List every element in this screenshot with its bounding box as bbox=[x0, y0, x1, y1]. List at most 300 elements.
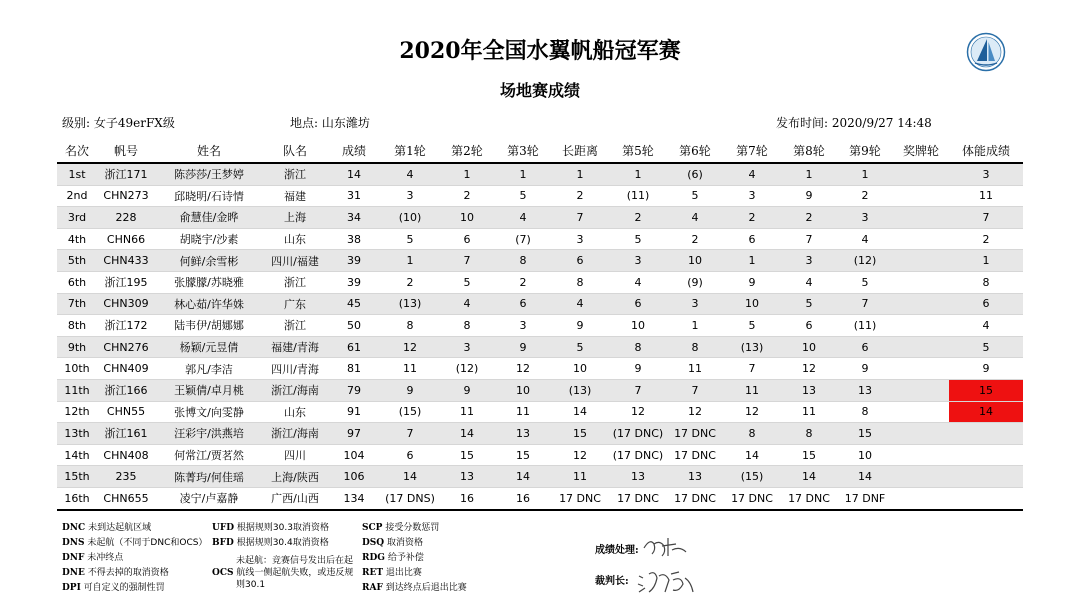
table-cell: 10 bbox=[551, 358, 609, 380]
table-cell: 79 bbox=[327, 379, 381, 401]
table-cell: 8 bbox=[609, 336, 667, 358]
location-label: 地点: bbox=[290, 116, 319, 130]
table-cell: 6 bbox=[381, 444, 439, 466]
legend-ufd: UFD 根据规则30.3取消资格 bbox=[212, 523, 329, 533]
table-cell bbox=[893, 401, 949, 423]
table-cell: 浙江 bbox=[263, 315, 327, 337]
table-cell: (17 DNC) bbox=[609, 444, 667, 466]
table-cell: 11th bbox=[57, 379, 97, 401]
table-cell: 10 bbox=[667, 250, 723, 272]
table-cell: 97 bbox=[327, 423, 381, 445]
table-cell: (13) bbox=[723, 336, 781, 358]
table-cell: 6 bbox=[551, 250, 609, 272]
table-cell: 四川 bbox=[263, 444, 327, 466]
table-cell: 何鲜/余雪彬 bbox=[155, 250, 263, 272]
column-header: 成绩 bbox=[327, 138, 381, 163]
table-cell: 15 bbox=[837, 423, 893, 445]
table-cell: 9 bbox=[439, 379, 495, 401]
legend-bfd: BFD 根据规则30.4取消资格 bbox=[212, 538, 329, 548]
abbreviation-legend bbox=[62, 522, 562, 612]
table-cell: 5 bbox=[781, 293, 837, 315]
table-cell: 2 bbox=[495, 271, 551, 293]
table-cell: 林心茹/许华姝 bbox=[155, 293, 263, 315]
table-cell: 16 bbox=[439, 487, 495, 509]
table-cell: 9 bbox=[551, 315, 609, 337]
table-cell: 8 bbox=[667, 336, 723, 358]
table-cell: 104 bbox=[327, 444, 381, 466]
table-cell: 陈菁玙/何佳瑶 bbox=[155, 466, 263, 488]
table-cell: 11 bbox=[949, 185, 1023, 207]
table-cell: 2 bbox=[837, 185, 893, 207]
table-cell: 13 bbox=[439, 466, 495, 488]
table-cell: 2 bbox=[609, 207, 667, 229]
table-cell: 39 bbox=[327, 250, 381, 272]
column-header: 名次 bbox=[57, 138, 97, 163]
table-cell: 39 bbox=[327, 271, 381, 293]
table-cell: 5 bbox=[609, 228, 667, 250]
table-row bbox=[57, 379, 1023, 401]
table-cell: (17 DNS) bbox=[381, 487, 439, 509]
table-cell bbox=[949, 487, 1023, 509]
table-cell: 7 bbox=[439, 250, 495, 272]
table-cell: 14 bbox=[949, 401, 1023, 423]
table-cell: 8 bbox=[551, 271, 609, 293]
table-cell: 7 bbox=[949, 207, 1023, 229]
table-cell bbox=[893, 379, 949, 401]
table-cell: 8 bbox=[723, 423, 781, 445]
table-cell: 5 bbox=[551, 336, 609, 358]
legend-dne: DNE 不得去掉的取消资格 bbox=[62, 568, 169, 578]
table-cell: 9 bbox=[495, 336, 551, 358]
legend-dsq: DSQ 取消资格 bbox=[362, 538, 424, 548]
table-cell: 6 bbox=[781, 315, 837, 337]
table-cell: 12 bbox=[723, 401, 781, 423]
table-cell: 2 bbox=[949, 228, 1023, 250]
table-cell: 9 bbox=[381, 379, 439, 401]
table-cell: 福建/青海 bbox=[263, 336, 327, 358]
table-cell: (15) bbox=[723, 466, 781, 488]
table-cell: 3 bbox=[781, 250, 837, 272]
class-label: 级别: bbox=[62, 116, 91, 130]
table-cell: 王颖倩/卓月桃 bbox=[155, 379, 263, 401]
table-cell: 17 DNC bbox=[781, 487, 837, 509]
table-row bbox=[57, 336, 1023, 358]
table-cell: 34 bbox=[327, 207, 381, 229]
table-cell: 11 bbox=[667, 358, 723, 380]
table-cell bbox=[893, 163, 949, 185]
publish-time-label: 发布时间: bbox=[776, 116, 829, 130]
column-header: 第2轮 bbox=[439, 138, 495, 163]
table-cell: 8 bbox=[781, 423, 837, 445]
table-cell: 8 bbox=[837, 401, 893, 423]
table-cell: (11) bbox=[837, 315, 893, 337]
table-cell: 10 bbox=[837, 444, 893, 466]
table-cell: 13th bbox=[57, 423, 97, 445]
table-cell: 张朦朦/苏晓雅 bbox=[155, 271, 263, 293]
table-cell: 15th bbox=[57, 466, 97, 488]
table-row bbox=[57, 250, 1023, 272]
results-table-container bbox=[57, 138, 1023, 511]
table-cell bbox=[893, 271, 949, 293]
table-cell: 浙江161 bbox=[97, 423, 155, 445]
column-header: 奖牌轮 bbox=[893, 138, 949, 163]
table-cell: 5 bbox=[495, 185, 551, 207]
table-cell: CHN276 bbox=[97, 336, 155, 358]
table-cell: 9 bbox=[723, 271, 781, 293]
table-cell: (12) bbox=[837, 250, 893, 272]
table-cell: 8 bbox=[381, 315, 439, 337]
column-header: 队名 bbox=[263, 138, 327, 163]
table-cell: 7 bbox=[781, 228, 837, 250]
legend-rdg: RDG 给予补偿 bbox=[362, 553, 424, 563]
table-cell: 14th bbox=[57, 444, 97, 466]
table-cell: CHN655 bbox=[97, 487, 155, 509]
table-cell: 16th bbox=[57, 487, 97, 509]
table-cell: 1 bbox=[723, 250, 781, 272]
table-cell bbox=[893, 423, 949, 445]
table-cell: 15 bbox=[439, 444, 495, 466]
table-cell: 38 bbox=[327, 228, 381, 250]
table-cell: CHN66 bbox=[97, 228, 155, 250]
table-cell: 6 bbox=[609, 293, 667, 315]
table-cell: (10) bbox=[381, 207, 439, 229]
page-title: 2020年全国水翼帆船冠军赛 bbox=[399, 38, 681, 64]
table-cell bbox=[893, 444, 949, 466]
table-cell: 杨颖/元昱倩 bbox=[155, 336, 263, 358]
table-cell: 7 bbox=[837, 293, 893, 315]
class-info bbox=[62, 114, 175, 131]
table-cell: 广西/山西 bbox=[263, 487, 327, 509]
table-cell: 何常江/贾茗然 bbox=[155, 444, 263, 466]
table-cell: 14 bbox=[781, 466, 837, 488]
table-cell: 6 bbox=[439, 228, 495, 250]
column-header: 姓名 bbox=[155, 138, 263, 163]
table-cell: 上海 bbox=[263, 207, 327, 229]
table-cell: 凌宁/卢嘉静 bbox=[155, 487, 263, 509]
table-cell: 3 bbox=[837, 207, 893, 229]
table-cell: 1 bbox=[949, 250, 1023, 272]
table-cell: 4 bbox=[551, 293, 609, 315]
table-cell: (9) bbox=[667, 271, 723, 293]
table-row bbox=[57, 228, 1023, 250]
table-cell: 7 bbox=[667, 379, 723, 401]
table-cell: 4 bbox=[837, 228, 893, 250]
table-cell: CHN409 bbox=[97, 358, 155, 380]
table-cell: 6 bbox=[837, 336, 893, 358]
table-cell: 8 bbox=[495, 250, 551, 272]
table-cell: (7) bbox=[495, 228, 551, 250]
table-cell: CHN55 bbox=[97, 401, 155, 423]
table-cell: 11 bbox=[781, 401, 837, 423]
table-cell: 6 bbox=[723, 228, 781, 250]
table-cell: 11 bbox=[439, 401, 495, 423]
table-cell: 7 bbox=[723, 358, 781, 380]
table-cell: 广东 bbox=[263, 293, 327, 315]
table-cell: 5th bbox=[57, 250, 97, 272]
table-cell: 4 bbox=[495, 207, 551, 229]
table-cell: 浙江166 bbox=[97, 379, 155, 401]
table-cell: (15) bbox=[381, 401, 439, 423]
results-table bbox=[57, 138, 1023, 511]
table-row bbox=[57, 293, 1023, 315]
table-cell: 3 bbox=[495, 315, 551, 337]
column-header: 帆号 bbox=[97, 138, 155, 163]
table-row bbox=[57, 358, 1023, 380]
table-cell: 14 bbox=[495, 466, 551, 488]
table-cell: 3 bbox=[439, 336, 495, 358]
table-cell: 14 bbox=[381, 466, 439, 488]
table-cell bbox=[949, 444, 1023, 466]
column-header: 第1轮 bbox=[381, 138, 439, 163]
table-cell: 上海/陕西 bbox=[263, 466, 327, 488]
table-cell: 5 bbox=[439, 271, 495, 293]
legend-ret: RET 退出比赛 bbox=[362, 568, 422, 578]
table-cell: (17 DNC) bbox=[609, 423, 667, 445]
table-cell: 134 bbox=[327, 487, 381, 509]
table-cell bbox=[893, 185, 949, 207]
table-cell: 浙江/海南 bbox=[263, 379, 327, 401]
table-cell: 14 bbox=[439, 423, 495, 445]
table-cell: 17 DNC bbox=[667, 487, 723, 509]
table-cell: 10th bbox=[57, 358, 97, 380]
table-cell: 17 DNC bbox=[723, 487, 781, 509]
table-cell: 14 bbox=[327, 163, 381, 185]
legend-dnf: DNF 未冲终点 bbox=[62, 553, 124, 563]
legend-ocs-line1: 未起航：竞赛信号发出后在起 bbox=[236, 556, 354, 566]
table-cell: 3 bbox=[667, 293, 723, 315]
table-cell: 8th bbox=[57, 315, 97, 337]
table-cell: 10 bbox=[439, 207, 495, 229]
table-cell: 10 bbox=[723, 293, 781, 315]
table-cell: 2 bbox=[723, 207, 781, 229]
table-cell bbox=[949, 466, 1023, 488]
table-cell: 5 bbox=[837, 271, 893, 293]
table-cell: 6 bbox=[495, 293, 551, 315]
column-header: 第6轮 bbox=[667, 138, 723, 163]
table-cell: 10 bbox=[781, 336, 837, 358]
table-cell: 1 bbox=[667, 315, 723, 337]
chief-judge-label: 裁判长: bbox=[595, 576, 629, 587]
table-cell: 106 bbox=[327, 466, 381, 488]
legend-scp: SCP 接受分数惩罚 bbox=[362, 523, 440, 533]
table-cell: 四川/福建 bbox=[263, 250, 327, 272]
table-cell: 13 bbox=[667, 466, 723, 488]
table-cell: CHN309 bbox=[97, 293, 155, 315]
table-cell: 13 bbox=[781, 379, 837, 401]
table-cell: 5 bbox=[723, 315, 781, 337]
table-cell: CHN408 bbox=[97, 444, 155, 466]
table-cell: 45 bbox=[327, 293, 381, 315]
table-cell: 4 bbox=[949, 315, 1023, 337]
table-cell: (13) bbox=[381, 293, 439, 315]
table-cell: 15 bbox=[495, 444, 551, 466]
table-cell: 张博文/向雯静 bbox=[155, 401, 263, 423]
table-cell: 12 bbox=[495, 358, 551, 380]
table-cell: 9th bbox=[57, 336, 97, 358]
column-header: 第9轮 bbox=[837, 138, 893, 163]
chief-judge-signature-icon bbox=[635, 566, 697, 596]
table-cell: 四川/青海 bbox=[263, 358, 327, 380]
column-header: 第7轮 bbox=[723, 138, 781, 163]
table-cell: 12 bbox=[551, 444, 609, 466]
table-cell: CHN273 bbox=[97, 185, 155, 207]
table-cell: 14 bbox=[551, 401, 609, 423]
table-cell: 7 bbox=[609, 379, 667, 401]
legend-dpi: DPI 可自定义的强制性罚 bbox=[62, 583, 165, 593]
table-cell: 1 bbox=[495, 163, 551, 185]
table-cell: 9 bbox=[949, 358, 1023, 380]
table-cell: 11 bbox=[551, 466, 609, 488]
table-cell: 汪彩宇/洪燕培 bbox=[155, 423, 263, 445]
table-cell: 5 bbox=[667, 185, 723, 207]
table-row bbox=[57, 423, 1023, 445]
table-cell: 8 bbox=[439, 315, 495, 337]
table-cell: 5 bbox=[949, 336, 1023, 358]
table-body bbox=[57, 163, 1023, 510]
table-cell: 1 bbox=[381, 250, 439, 272]
association-logo-icon bbox=[966, 32, 1006, 72]
table-row bbox=[57, 163, 1023, 185]
location-value: 山东潍坊 bbox=[321, 116, 370, 130]
table-cell: 7 bbox=[381, 423, 439, 445]
table-cell: 2nd bbox=[57, 185, 97, 207]
table-cell: 7th bbox=[57, 293, 97, 315]
table-cell: 山东 bbox=[263, 228, 327, 250]
table-cell: 4 bbox=[667, 207, 723, 229]
table-cell: 陆韦伊/胡娜娜 bbox=[155, 315, 263, 337]
table-cell: 228 bbox=[97, 207, 155, 229]
table-cell: 12 bbox=[381, 336, 439, 358]
table-cell: (6) bbox=[667, 163, 723, 185]
table-cell: 3 bbox=[609, 250, 667, 272]
table-cell: 2 bbox=[551, 185, 609, 207]
legend-dns: DNS 未起航（不同于DNC和OCS） bbox=[62, 538, 208, 548]
legend-dnc: DNC 未到达起航区域 bbox=[62, 523, 152, 533]
table-cell: 邱晓明/石诗情 bbox=[155, 185, 263, 207]
legend-raf: RAF 到达终点后退出比赛 bbox=[362, 583, 467, 593]
table-cell: 15 bbox=[781, 444, 837, 466]
table-cell: 11 bbox=[723, 379, 781, 401]
table-cell: 1st bbox=[57, 163, 97, 185]
table-cell: 81 bbox=[327, 358, 381, 380]
table-cell: 6th bbox=[57, 271, 97, 293]
table-cell: 2 bbox=[381, 271, 439, 293]
table-cell: 4th bbox=[57, 228, 97, 250]
column-header: 长距离 bbox=[551, 138, 609, 163]
table-cell: 4 bbox=[381, 163, 439, 185]
table-cell: 15 bbox=[551, 423, 609, 445]
table-cell: 陈莎莎/王梦婷 bbox=[155, 163, 263, 185]
table-cell: (12) bbox=[439, 358, 495, 380]
table-cell: 16 bbox=[495, 487, 551, 509]
table-cell: CHN433 bbox=[97, 250, 155, 272]
table-cell: 浙江/海南 bbox=[263, 423, 327, 445]
results-processing-label: 成绩处理: bbox=[595, 545, 639, 556]
table-header-row bbox=[57, 138, 1023, 163]
table-cell: 17 DNF bbox=[837, 487, 893, 509]
legend-ocs: OCS 航线一侧起航失败，或违反规 bbox=[212, 568, 354, 578]
table-cell bbox=[949, 423, 1023, 445]
table-cell: 3 bbox=[381, 185, 439, 207]
column-header: 第5轮 bbox=[609, 138, 667, 163]
table-cell: 13 bbox=[495, 423, 551, 445]
table-cell: 13 bbox=[609, 466, 667, 488]
table-cell: 91 bbox=[327, 401, 381, 423]
table-row bbox=[57, 315, 1023, 337]
table-cell: 14 bbox=[837, 466, 893, 488]
table-cell: 1 bbox=[609, 163, 667, 185]
table-cell: 3 bbox=[949, 163, 1023, 185]
table-row bbox=[57, 487, 1023, 509]
table-row bbox=[57, 185, 1023, 207]
table-cell: 俞慧佳/金晔 bbox=[155, 207, 263, 229]
column-header: 体能成绩 bbox=[949, 138, 1023, 163]
table-cell: 13 bbox=[837, 379, 893, 401]
table-cell: 4 bbox=[609, 271, 667, 293]
table-cell: 浙江 bbox=[263, 271, 327, 293]
table-cell: 9 bbox=[837, 358, 893, 380]
table-cell: 17 DNC bbox=[551, 487, 609, 509]
table-row bbox=[57, 207, 1023, 229]
table-cell: 12 bbox=[609, 401, 667, 423]
table-cell: 61 bbox=[327, 336, 381, 358]
table-cell: 5 bbox=[381, 228, 439, 250]
table-cell: 11 bbox=[381, 358, 439, 380]
table-cell: 浙江 bbox=[263, 163, 327, 185]
table-cell: 1 bbox=[781, 163, 837, 185]
table-cell bbox=[893, 466, 949, 488]
table-cell bbox=[893, 293, 949, 315]
table-cell: 山东 bbox=[263, 401, 327, 423]
table-cell: 3rd bbox=[57, 207, 97, 229]
table-cell: 浙江172 bbox=[97, 315, 155, 337]
table-cell: 1 bbox=[837, 163, 893, 185]
results-signature-icon bbox=[640, 532, 690, 560]
table-cell: 3 bbox=[723, 185, 781, 207]
table-row bbox=[57, 444, 1023, 466]
table-cell: 12 bbox=[781, 358, 837, 380]
table-cell: 15 bbox=[949, 379, 1023, 401]
table-cell: 235 bbox=[97, 466, 155, 488]
column-header: 第3轮 bbox=[495, 138, 551, 163]
table-row bbox=[57, 466, 1023, 488]
table-cell: 1 bbox=[439, 163, 495, 185]
legend-ocs-line3: 则30.1 bbox=[236, 580, 266, 590]
table-cell bbox=[893, 358, 949, 380]
table-cell: 12th bbox=[57, 401, 97, 423]
table-cell: 2 bbox=[439, 185, 495, 207]
table-cell: (11) bbox=[609, 185, 667, 207]
table-cell: 9 bbox=[609, 358, 667, 380]
table-row bbox=[57, 401, 1023, 423]
publish-time-value: 2020/9/27 14:48 bbox=[831, 116, 932, 130]
table-cell: 浙江195 bbox=[97, 271, 155, 293]
class-value: 女子49erFX级 bbox=[93, 116, 175, 130]
table-cell: 1 bbox=[551, 163, 609, 185]
table-cell: 7 bbox=[551, 207, 609, 229]
table-cell: 浙江171 bbox=[97, 163, 155, 185]
table-row bbox=[57, 271, 1023, 293]
table-cell: 胡晓宇/沙素 bbox=[155, 228, 263, 250]
table-cell: 9 bbox=[781, 185, 837, 207]
table-cell: 50 bbox=[327, 315, 381, 337]
table-cell: (13) bbox=[551, 379, 609, 401]
table-cell: 4 bbox=[781, 271, 837, 293]
table-cell: 2 bbox=[667, 228, 723, 250]
table-cell bbox=[893, 228, 949, 250]
table-cell: 14 bbox=[723, 444, 781, 466]
table-cell: 10 bbox=[609, 315, 667, 337]
